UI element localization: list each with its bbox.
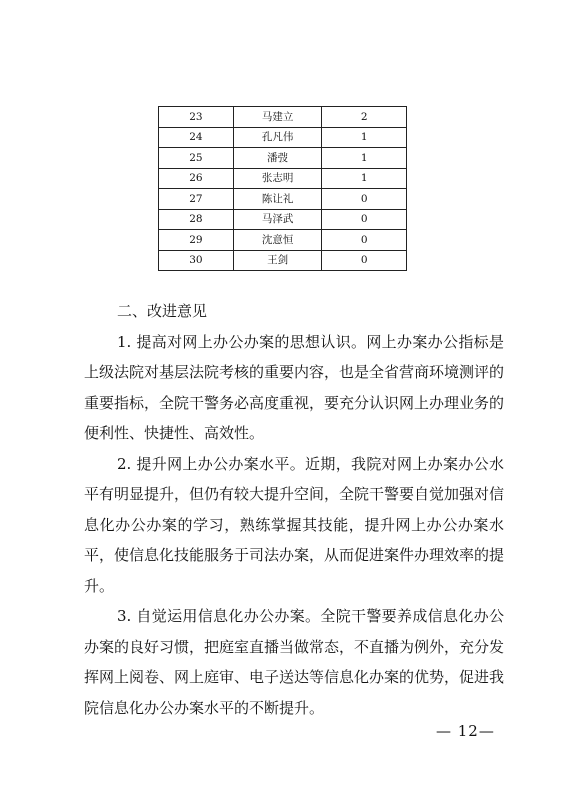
row-name-cell: 马泽武: [233, 209, 322, 230]
paragraph-1: 1. 提高对网上办公办案的思想认识。网上办案办公指标是上级法院对基层法院考核的重要内容，也是全省营商环境测评的重要指标，全院干警务必高度重视，要充分认识网上办理业务的便利性、快捷性、高效性。: [84, 332, 505, 442]
row-index-cell: 25: [159, 148, 234, 169]
table-row: [159, 168, 407, 189]
row-index-cell: 27: [159, 189, 234, 210]
row-index-cell: 30: [159, 250, 234, 271]
table-row: [159, 209, 407, 230]
table-row: [159, 230, 407, 251]
row-name-cell: 沈意恒: [233, 230, 322, 251]
row-index-cell: 28: [159, 209, 234, 230]
paragraph-2: 2. 提升网上办公办案水平。近期，我院对网上办案办公水平有明显提升，但仍有较大提升空间，全院干警要自觉加强对信息化办公办案的学习，熟练掌握其技能，提升网上办公办案水平，使信息化技能服务于司法办案，从而促进案件办理效率的提升。: [84, 454, 505, 595]
table-row: [159, 127, 407, 148]
table-row: [159, 148, 407, 169]
case-count-table: [158, 106, 407, 271]
table-row: [159, 250, 407, 271]
row-count-cell: 0: [322, 209, 407, 230]
row-name-cell: 陈让礼: [233, 189, 322, 210]
row-index-cell: 24: [159, 127, 234, 148]
row-name-cell: 马建立: [233, 107, 322, 128]
section-heading: 二、改进意见: [117, 302, 208, 320]
row-count-cell: 1: [322, 148, 407, 169]
row-count-cell: 2: [322, 107, 407, 128]
row-count-cell: 1: [322, 168, 407, 189]
row-count-cell: 1: [322, 127, 407, 148]
row-index-cell: 26: [159, 168, 234, 189]
row-name-cell: 孔凡伟: [233, 127, 322, 148]
row-index-cell: 29: [159, 230, 234, 251]
row-name-cell: 张志明: [233, 168, 322, 189]
row-count-cell: 0: [322, 230, 407, 251]
row-name-cell: 潘弢: [233, 148, 322, 169]
table-row: [159, 189, 407, 210]
improvement-section: [84, 296, 504, 723]
row-name-cell: 王剑: [233, 250, 322, 271]
page-number: — 12—: [436, 722, 495, 740]
row-count-cell: 0: [322, 189, 407, 210]
paragraph-3: 3. 自觉运用信息化办公办案。全院干警要养成信息化办公办案的良好习惯，把庭室直播当做常态，不直播为例外，充分发挥网上阅卷、网上庭审、电子送达等信息化办案的优势，促进我院信息化办公办案水平的不断提升。: [84, 607, 505, 717]
row-index-cell: 23: [159, 107, 234, 128]
row-count-cell: 0: [322, 250, 407, 271]
table-row: [159, 107, 407, 128]
